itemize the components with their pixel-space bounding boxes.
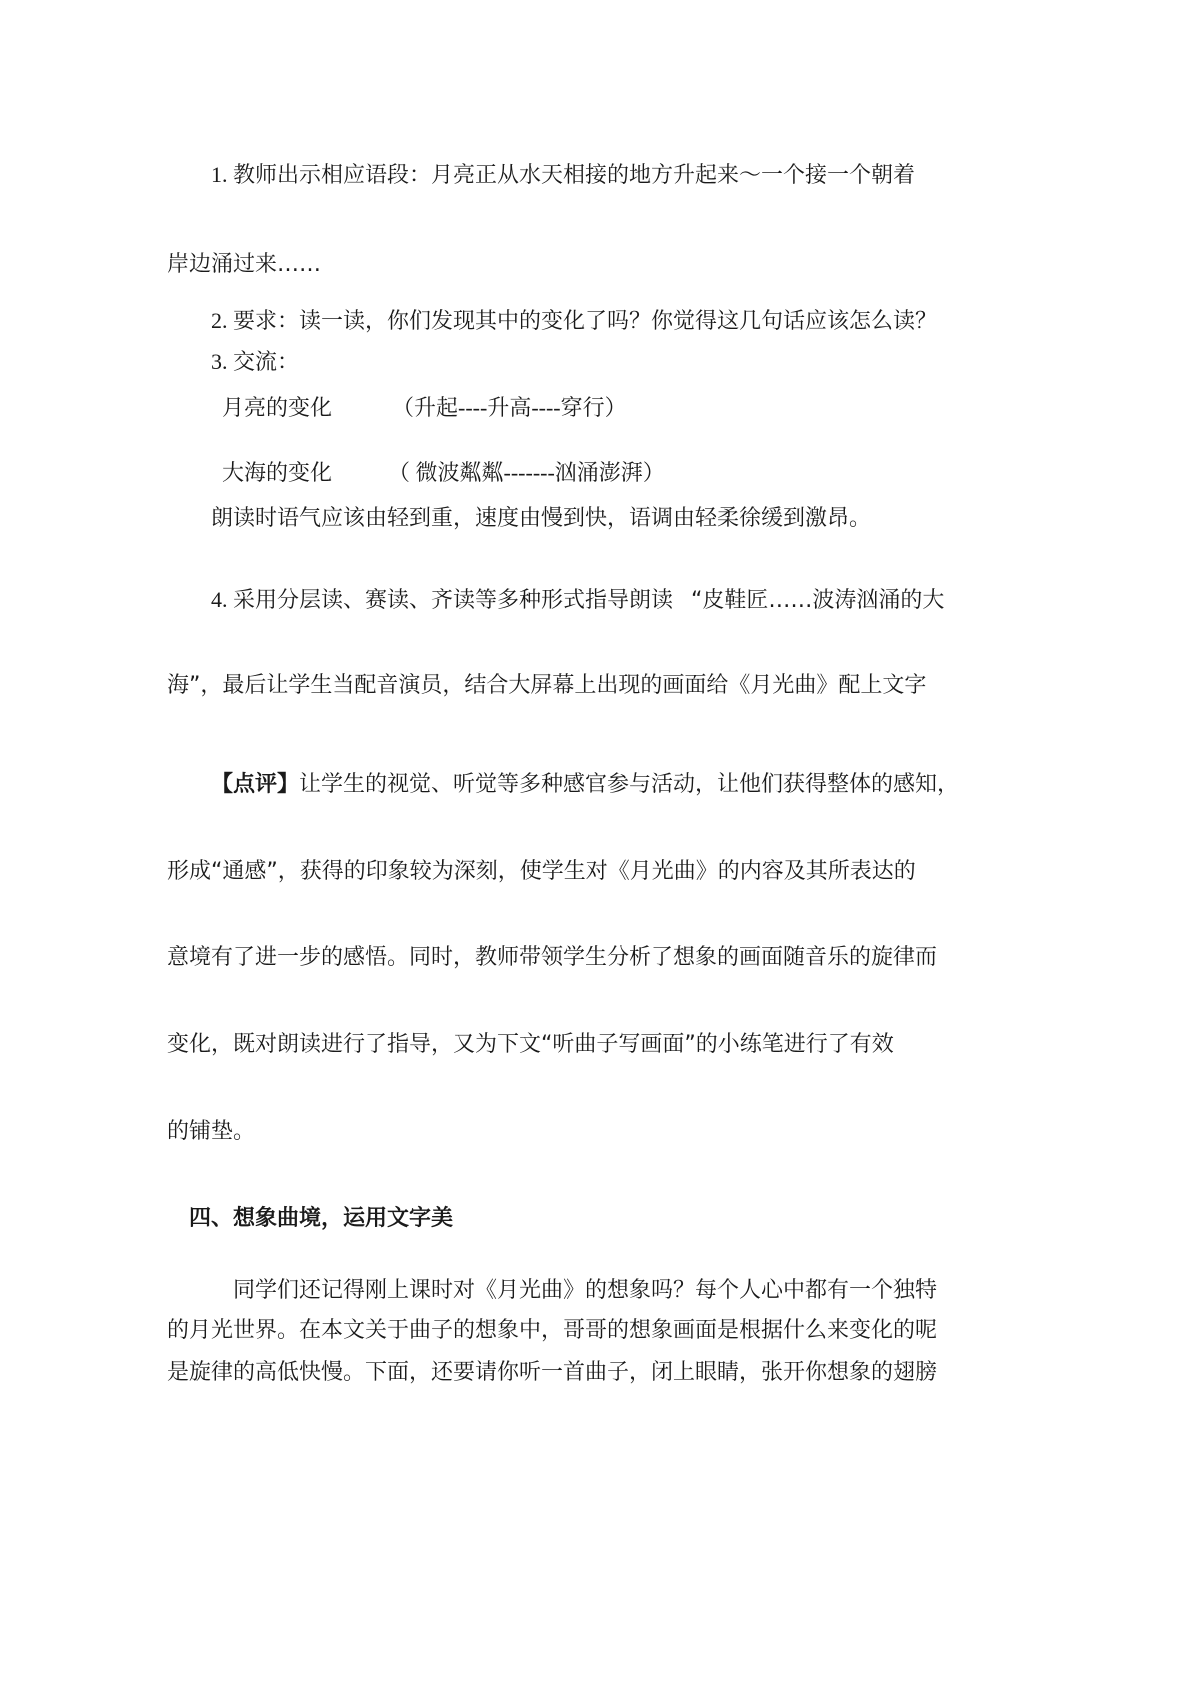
item-1-quote-continued: 岸边涌过来……	[167, 252, 322, 277]
item-4-quote-end: 海”	[167, 673, 201, 698]
sea-change-row	[222, 458, 665, 488]
item-1-prefix: 1. 教师出示相应语段：	[211, 162, 432, 187]
comment-line-5: 的铺垫。	[167, 1119, 256, 1144]
item-1-line	[211, 160, 915, 191]
comment-text-1: 让学生的视觉、听觉等多种感官参与活动，让他们获得整体的感知，	[299, 772, 960, 797]
sea-change-detail: （ 微波粼粼-------汹涌澎湃）	[388, 460, 665, 485]
moon-change-label: 月亮的变化	[222, 395, 333, 420]
item-4-text: 4. 采用分层读、赛读、齐读等多种形式指导朗读	[211, 587, 674, 612]
sea-change-label: 大海的变化	[222, 460, 333, 485]
comment-line-4: 变化，既对朗读进行了指导，又为下文“听曲子写画面”的小练笔进行了有效	[167, 1032, 894, 1057]
section-4-heading: 四、想象曲境，运用文字美	[189, 1205, 454, 1230]
item-1-quote: 月亮正从水天相接的地方升起来～一个接一个朝着	[431, 163, 916, 188]
item-3-line: 3. 交流：	[211, 349, 300, 374]
section-4-paragraph-line-3: 是旋律的高低快慢。下面，还要请你听一首曲子，闭上眼睛，张开你想象的翅膀	[167, 1359, 938, 1384]
item-4-line-continued	[167, 670, 926, 701]
section-4-paragraph-line-1: 同学们还记得刚上课时对《月光曲》的想象吗？每个人心中都有一个独特	[233, 1277, 938, 1302]
reading-tone-note: 朗读时语气应该由轻到重，速度由慢到快，语调由轻柔徐缓到激昂。	[211, 505, 872, 530]
item-2-line: 2. 要求：读一读，你们发现其中的变化了吗？你觉得这几句话应该怎么读？	[211, 308, 938, 333]
item-4-quote: “皮鞋匠……波涛汹涌的大	[691, 588, 945, 613]
comment-line-3: 意境有了进一步的感悟。同时，教师带领学生分析了想象的画面随音乐的旋律而	[167, 945, 938, 970]
moon-change-row	[222, 393, 627, 423]
moon-change-detail: （升起----升高----穿行）	[392, 395, 627, 420]
item-4-line	[211, 585, 944, 616]
comment-line-1	[211, 770, 959, 800]
item-4-text-continued: ，最后让学生当配音演员，结合大屏幕上出现的画面给《月光曲》配上文字	[200, 672, 927, 697]
section-4-paragraph-line-2: 的月光世界。在本文关于曲子的想象中，哥哥的想象画面是根据什么来变化的呢	[167, 1317, 938, 1342]
comment-label: 【点评】	[211, 772, 300, 797]
comment-line-2: 形成“通感”，获得的印象较为深刻，使学生对《月光曲》的内容及其所表达的	[167, 859, 916, 884]
